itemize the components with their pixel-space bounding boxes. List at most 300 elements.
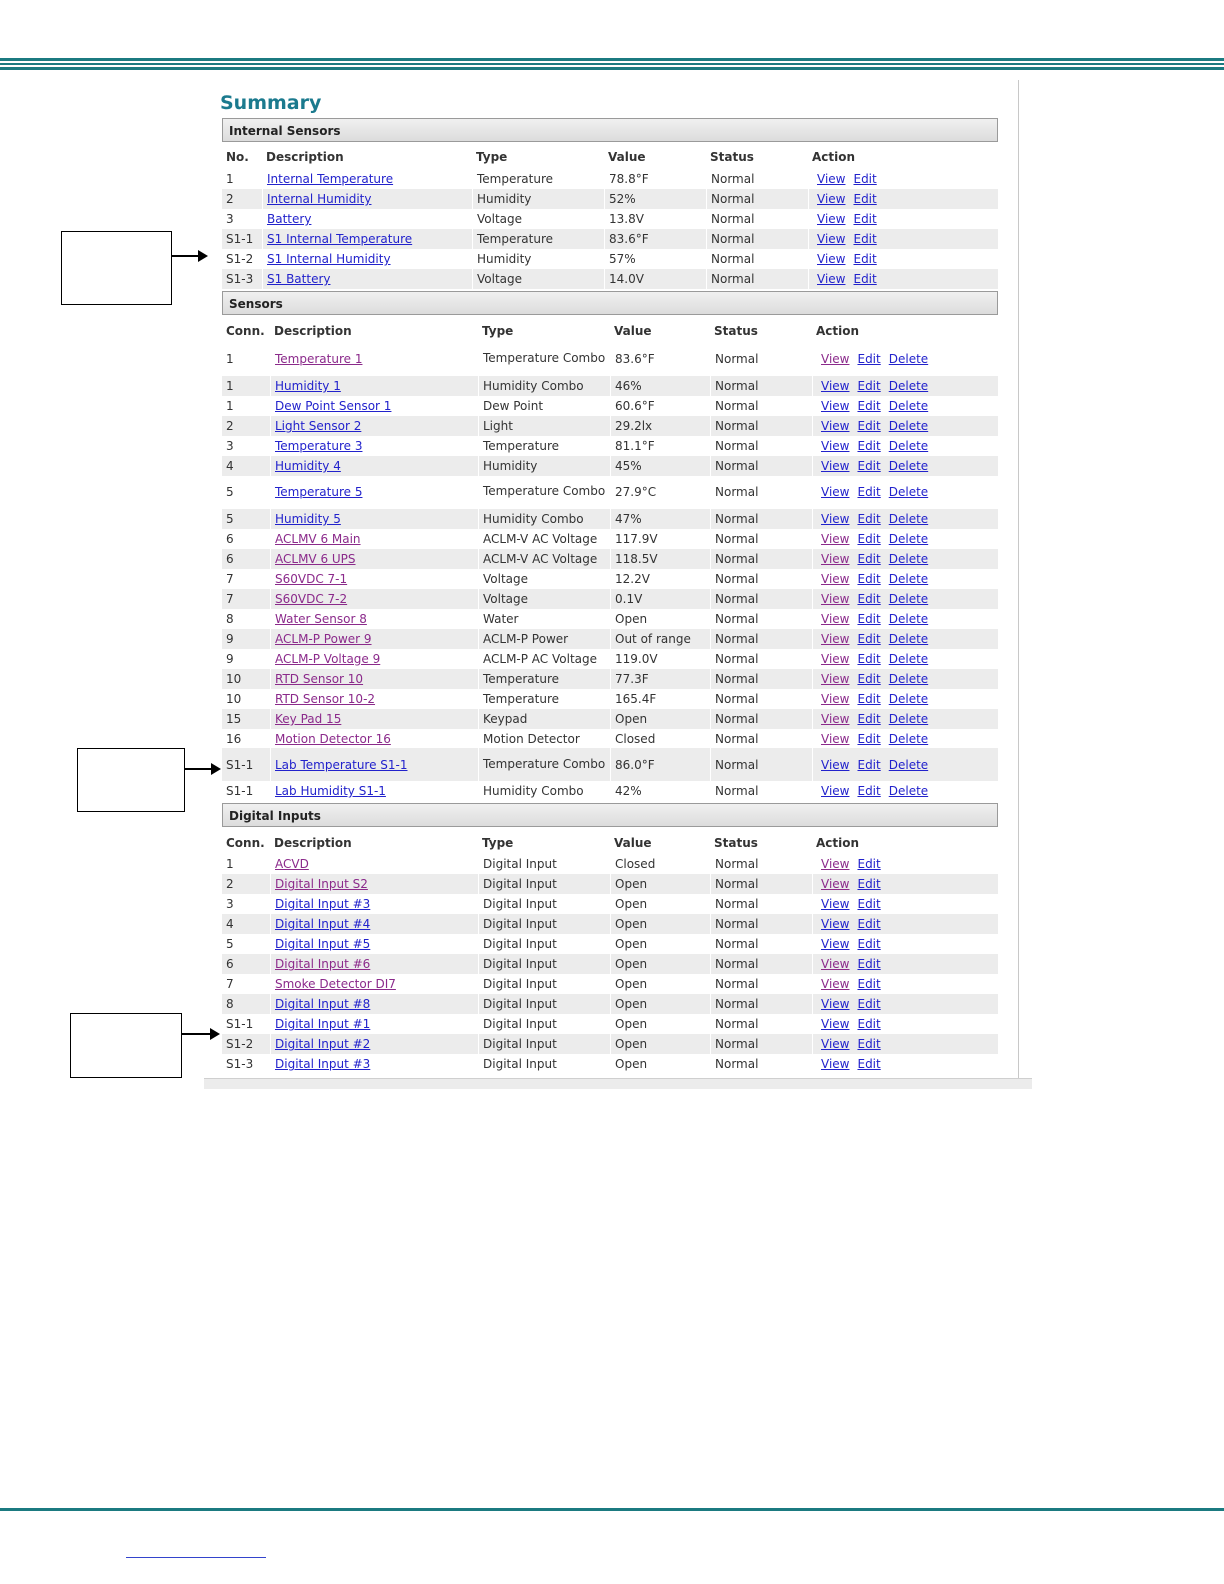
cell-text: Normal <box>715 732 759 746</box>
delete-link[interactable]: Delete <box>888 399 929 413</box>
view-link[interactable]: View <box>821 712 850 726</box>
table-row <box>222 269 998 289</box>
sensor-link[interactable]: S1 Internal Humidity <box>267 252 391 266</box>
edit-link[interactable]: Edit <box>853 212 877 226</box>
cell-text: 3 <box>226 439 234 453</box>
edit-link[interactable]: Edit <box>853 252 877 266</box>
edit-link[interactable]: Edit <box>857 917 881 931</box>
cell-text: Voltage <box>477 211 523 226</box>
edit-link[interactable]: Edit <box>857 672 881 686</box>
cell-text: 2 <box>226 192 234 206</box>
table-row <box>222 994 998 1014</box>
view-link[interactable]: View <box>821 459 850 473</box>
view-link[interactable]: View <box>821 1037 850 1051</box>
cell-status <box>710 549 815 569</box>
cell-text: ACLM-V AC Voltage <box>483 551 598 566</box>
cell-no <box>222 729 266 749</box>
view-link[interactable]: View <box>821 379 850 393</box>
cell-value <box>610 475 715 508</box>
action-cell <box>808 189 997 209</box>
cell-status <box>710 854 815 874</box>
cell-text: Digital Input <box>483 1036 557 1051</box>
view-link[interactable]: View <box>821 572 850 586</box>
cell-status <box>710 569 815 589</box>
cell-no <box>222 709 266 729</box>
sensor-link[interactable]: RTD Sensor 10 <box>275 672 364 686</box>
callout-box-sensors <box>77 748 185 812</box>
column-header: Conn. <box>226 324 265 338</box>
cell-value <box>610 709 715 729</box>
cell-status <box>710 475 815 508</box>
cell-type <box>478 549 613 569</box>
action-cell <box>812 729 1001 749</box>
table-row <box>222 1034 998 1054</box>
cell-value <box>604 269 709 289</box>
delete-link[interactable]: Delete <box>888 572 929 586</box>
cell-type <box>472 209 607 229</box>
cell-no <box>222 475 266 508</box>
column-header: Description <box>274 324 352 338</box>
view-link[interactable]: View <box>821 692 850 706</box>
cell-text: S1-2 <box>226 1037 254 1051</box>
delete-link[interactable]: Delete <box>888 612 929 626</box>
view-link[interactable]: View <box>821 419 850 433</box>
sensor-link[interactable]: ACLM-P Voltage 9 <box>275 652 381 666</box>
cell-text: ACLM-V AC Voltage <box>483 531 598 546</box>
cell-text: S1-1 <box>226 232 254 246</box>
column-header: No. <box>226 150 249 164</box>
action-cell <box>812 629 1001 649</box>
cell-text: Normal <box>715 552 759 566</box>
cell-text: 165.4F <box>615 692 657 706</box>
delete-link[interactable]: Delete <box>888 592 929 606</box>
cell-value <box>610 729 715 749</box>
sensor-link[interactable]: Digital Input #5 <box>275 937 371 951</box>
edit-link[interactable]: Edit <box>857 399 881 413</box>
table-row <box>222 342 998 375</box>
edit-link[interactable]: Edit <box>853 272 877 286</box>
edit-link[interactable]: Edit <box>857 419 881 433</box>
arrow-icon <box>182 1033 218 1035</box>
cell-text: 27.9°C <box>615 484 657 499</box>
table-row <box>222 396 998 416</box>
view-link[interactable]: View <box>821 532 850 546</box>
column-header: Value <box>608 150 646 164</box>
cell-text: Humidity Combo <box>483 511 584 526</box>
view-link[interactable]: View <box>821 484 850 499</box>
edit-link[interactable]: Edit <box>857 552 881 566</box>
view-link[interactable]: View <box>821 937 850 951</box>
view-link[interactable]: View <box>821 1017 850 1031</box>
sensor-link[interactable]: Digital Input #8 <box>275 997 371 1011</box>
edit-link[interactable]: Edit <box>857 857 881 871</box>
view-link[interactable]: View <box>817 232 846 246</box>
edit-link[interactable]: Edit <box>857 1057 881 1071</box>
cell-status <box>706 209 811 229</box>
cell-type <box>478 609 613 629</box>
cell-text: 52% <box>609 192 636 206</box>
cell-text: Normal <box>715 917 759 931</box>
sensor-link[interactable]: Digital Input S2 <box>275 877 368 891</box>
table-row <box>222 549 998 569</box>
table-row <box>222 589 998 609</box>
delete-link[interactable]: Delete <box>888 757 929 772</box>
table-row <box>222 169 998 189</box>
sensor-link[interactable]: Battery <box>267 212 312 226</box>
sensor-link[interactable]: Humidity 5 <box>275 512 341 526</box>
cell-value <box>610 456 715 476</box>
delete-link[interactable]: Delete <box>888 439 929 453</box>
view-link[interactable]: View <box>817 272 846 286</box>
cell-text: 77.3F <box>615 672 649 686</box>
cell-status <box>710 1034 815 1054</box>
sensor-link[interactable]: Digital Input #2 <box>275 1037 371 1051</box>
cell-no <box>222 396 266 416</box>
cell-status <box>710 934 815 954</box>
cell-type <box>478 689 613 709</box>
cell-text: 1 <box>226 857 234 871</box>
edit-link[interactable]: Edit <box>857 612 881 626</box>
action-cell <box>808 249 997 269</box>
cell-desc <box>270 709 475 729</box>
cell-value <box>610 669 715 689</box>
delete-link[interactable]: Delete <box>888 692 929 706</box>
view-link[interactable]: View <box>821 784 850 798</box>
delete-link[interactable]: Delete <box>888 512 929 526</box>
cell-value <box>604 229 709 249</box>
view-link[interactable]: View <box>821 512 850 526</box>
table-row <box>222 781 998 801</box>
edit-link[interactable]: Edit <box>857 459 881 473</box>
action-cell <box>812 1034 1001 1054</box>
sensor-link[interactable]: Temperature 3 <box>275 439 363 453</box>
view-link[interactable]: View <box>821 351 850 366</box>
delete-link[interactable]: Delete <box>888 652 929 666</box>
cell-text: Light <box>483 418 513 433</box>
sensor-link[interactable]: RTD Sensor 10-2 <box>275 692 376 706</box>
delete-link[interactable]: Delete <box>888 459 929 473</box>
cell-no <box>222 994 266 1014</box>
sensor-link[interactable]: S1 Battery <box>267 272 331 286</box>
edit-link[interactable]: Edit <box>853 172 877 186</box>
cell-desc <box>270 629 475 649</box>
cell-text: Humidity Combo <box>483 783 584 798</box>
cell-text: 10 <box>226 692 242 706</box>
view-link[interactable]: View <box>821 1057 850 1071</box>
sensor-link[interactable]: Dew Point Sensor 1 <box>275 399 392 413</box>
action-cell <box>812 376 1001 396</box>
cell-text: 117.9V <box>615 532 658 546</box>
cell-text: 83.6°F <box>609 232 649 246</box>
edit-link[interactable]: Edit <box>857 632 881 646</box>
view-link[interactable]: View <box>821 612 850 626</box>
edit-link[interactable]: Edit <box>853 232 877 246</box>
edit-link[interactable]: Edit <box>857 784 881 798</box>
edit-link[interactable]: Edit <box>857 351 881 366</box>
view-link[interactable]: View <box>821 732 850 746</box>
sensor-link[interactable]: S1 Internal Temperature <box>267 232 413 246</box>
delete-link[interactable]: Delete <box>888 732 929 746</box>
edit-link[interactable]: Edit <box>857 379 881 393</box>
edit-link[interactable]: Edit <box>857 1017 881 1031</box>
cell-text: Normal <box>715 937 759 951</box>
view-link[interactable]: View <box>817 172 846 186</box>
cell-status <box>710 589 815 609</box>
view-link[interactable]: View <box>821 592 850 606</box>
cell-text: Water <box>483 611 519 626</box>
cell-desc <box>270 994 475 1014</box>
edit-link[interactable]: Edit <box>857 877 881 891</box>
edit-link[interactable]: Edit <box>857 484 881 499</box>
delete-link[interactable]: Delete <box>888 351 929 366</box>
sensor-link[interactable]: Digital Input #6 <box>275 957 371 971</box>
cell-text: ACLM-P Power <box>483 631 569 646</box>
sensors-section-header: Sensors <box>222 291 998 315</box>
sensor-link[interactable]: Water Sensor 8 <box>275 612 367 626</box>
edit-link[interactable]: Edit <box>857 512 881 526</box>
cell-value <box>610 416 715 436</box>
view-link[interactable]: View <box>821 399 850 413</box>
action-cell <box>812 396 1001 416</box>
cell-text: Temperature <box>477 231 554 246</box>
action-cell <box>812 529 1001 549</box>
action-cell <box>812 456 1001 476</box>
sensor-link[interactable]: Temperature 1 <box>275 351 363 366</box>
cell-type <box>478 781 613 801</box>
edit-link[interactable]: Edit <box>857 652 881 666</box>
cell-value <box>610 894 715 914</box>
sensor-link[interactable]: Internal Humidity <box>267 192 372 206</box>
delete-link[interactable]: Delete <box>888 672 929 686</box>
cell-status <box>710 629 815 649</box>
edit-link[interactable]: Edit <box>853 192 877 206</box>
view-link[interactable]: View <box>821 897 850 911</box>
cell-no <box>222 874 266 894</box>
cell-type <box>478 748 613 781</box>
cell-type <box>478 934 613 954</box>
cell-text: Normal <box>715 877 759 891</box>
sensor-link[interactable]: Temperature 5 <box>275 484 363 499</box>
sensor-link[interactable]: ACLM-P Power 9 <box>275 632 372 646</box>
edit-link[interactable]: Edit <box>857 937 881 951</box>
cell-text: 7 <box>226 592 234 606</box>
cell-desc <box>270 649 475 669</box>
action-cell <box>812 1014 1001 1034</box>
table-row <box>222 934 998 954</box>
cell-value <box>610 934 715 954</box>
view-link[interactable]: View <box>821 877 850 891</box>
action-cell <box>812 709 1001 729</box>
table-header-row <box>222 321 998 341</box>
cell-text: 7 <box>226 977 234 991</box>
cell-desc <box>270 416 475 436</box>
cell-no <box>222 854 266 874</box>
action-cell <box>812 974 1001 994</box>
action-cell <box>812 874 1001 894</box>
cell-text: S1-1 <box>226 757 254 772</box>
view-link[interactable]: View <box>821 439 850 453</box>
page-title: Summary <box>220 92 322 114</box>
edit-link[interactable]: Edit <box>857 957 881 971</box>
delete-link[interactable]: Delete <box>888 419 929 433</box>
cell-no <box>222 229 266 249</box>
view-link[interactable]: View <box>821 997 850 1011</box>
cell-no <box>222 629 266 649</box>
view-link[interactable]: View <box>821 757 850 772</box>
view-link[interactable]: View <box>821 857 850 871</box>
edit-link[interactable]: Edit <box>857 757 881 772</box>
cell-status <box>710 456 815 476</box>
cell-text: 3 <box>226 212 234 226</box>
cell-text: ACLM-P AC Voltage <box>483 651 597 666</box>
cell-desc <box>270 1054 475 1074</box>
sensor-link[interactable]: Humidity 1 <box>275 379 341 393</box>
cell-status <box>706 249 811 269</box>
cell-text: Humidity Combo <box>483 378 584 393</box>
cell-text: 86.0°F <box>615 757 655 772</box>
cell-value <box>610 342 715 375</box>
cell-desc <box>270 509 475 529</box>
delete-link[interactable]: Delete <box>888 784 929 798</box>
action-cell <box>812 994 1001 1014</box>
edit-link[interactable]: Edit <box>857 712 881 726</box>
cell-text: Voltage <box>477 271 523 286</box>
delete-link[interactable]: Delete <box>888 632 929 646</box>
cell-value <box>610 589 715 609</box>
cell-text: Voltage <box>483 571 529 586</box>
edit-link[interactable]: Edit <box>857 572 881 586</box>
sensor-link[interactable]: Digital Input #3 <box>275 897 371 911</box>
sensor-link[interactable]: ACVD <box>275 857 309 871</box>
view-link[interactable]: View <box>817 252 846 266</box>
cell-text: Normal <box>715 512 759 526</box>
cell-text: 4 <box>226 459 234 473</box>
cell-value <box>604 189 709 209</box>
view-link[interactable]: View <box>817 212 846 226</box>
view-link[interactable]: View <box>821 917 850 931</box>
cell-value <box>610 529 715 549</box>
view-link[interactable]: View <box>821 652 850 666</box>
delete-link[interactable]: Delete <box>888 552 929 566</box>
column-header: Value <box>614 324 652 338</box>
cell-text: Keypad <box>483 711 528 726</box>
delete-link[interactable]: Delete <box>888 484 929 499</box>
cell-text: Normal <box>715 399 759 413</box>
table-row <box>222 1054 998 1074</box>
cell-desc <box>262 269 467 289</box>
sensor-link[interactable]: S60VDC 7-1 <box>275 572 348 586</box>
cell-text: Normal <box>715 459 759 473</box>
footer-link-underline <box>126 1557 266 1558</box>
cell-no <box>222 1054 266 1074</box>
cell-type <box>478 342 613 375</box>
cell-text: 3 <box>226 897 234 911</box>
cell-no <box>222 189 266 209</box>
view-link[interactable]: View <box>821 672 850 686</box>
view-link[interactable]: View <box>821 957 850 971</box>
view-link[interactable]: View <box>817 192 846 206</box>
cell-status <box>710 781 815 801</box>
action-cell <box>812 416 1001 436</box>
delete-link[interactable]: Delete <box>888 379 929 393</box>
cell-text: Normal <box>715 977 759 991</box>
delete-link[interactable]: Delete <box>888 712 929 726</box>
cell-text: Normal <box>715 592 759 606</box>
cell-text: Open <box>615 957 648 971</box>
cell-status <box>710 342 815 375</box>
cell-text: 6 <box>226 552 234 566</box>
sensor-link[interactable]: Lab Humidity S1-1 <box>275 784 386 798</box>
edit-link[interactable]: Edit <box>857 439 881 453</box>
cell-text: Normal <box>715 712 759 726</box>
sensor-link[interactable]: ACLMV 6 Main <box>275 532 361 546</box>
sensor-link[interactable]: Digital Input #4 <box>275 917 371 931</box>
sensor-link[interactable]: Internal Temperature <box>267 172 394 186</box>
cell-type <box>478 1034 613 1054</box>
table-row <box>222 416 998 436</box>
sensor-link[interactable]: S60VDC 7-2 <box>275 592 348 606</box>
edit-link[interactable]: Edit <box>857 592 881 606</box>
edit-link[interactable]: Edit <box>857 977 881 991</box>
edit-link[interactable]: Edit <box>857 692 881 706</box>
cell-type <box>478 589 613 609</box>
table-row <box>222 209 998 229</box>
cell-text: Open <box>615 877 648 891</box>
cell-value <box>604 209 709 229</box>
cell-status <box>710 748 815 781</box>
sensor-link[interactable]: ACLMV 6 UPS <box>275 552 356 566</box>
delete-link[interactable]: Delete <box>888 532 929 546</box>
cell-text: Normal <box>715 612 759 626</box>
edit-link[interactable]: Edit <box>857 1037 881 1051</box>
sensor-link[interactable]: Humidity 4 <box>275 459 341 473</box>
edit-link[interactable]: Edit <box>857 897 881 911</box>
sensor-link[interactable]: Digital Input #1 <box>275 1017 371 1031</box>
sensor-link[interactable]: Motion Detector 16 <box>275 732 391 746</box>
view-link[interactable]: View <box>821 632 850 646</box>
edit-link[interactable]: Edit <box>857 997 881 1011</box>
sensor-link[interactable]: Light Sensor 2 <box>275 419 362 433</box>
column-header: Description <box>266 150 344 164</box>
cell-text: 119.0V <box>615 652 658 666</box>
cell-type <box>478 729 613 749</box>
cell-value <box>610 954 715 974</box>
table-row <box>222 874 998 894</box>
cell-text: Normal <box>715 957 759 971</box>
edit-link[interactable]: Edit <box>857 732 881 746</box>
edit-link[interactable]: Edit <box>857 532 881 546</box>
cell-text: Temperature Combo <box>483 351 606 365</box>
sensor-link[interactable]: Key Pad 15 <box>275 712 342 726</box>
table-row <box>222 689 998 709</box>
view-link[interactable]: View <box>821 552 850 566</box>
cell-value <box>610 509 715 529</box>
cell-value <box>610 781 715 801</box>
view-link[interactable]: View <box>821 977 850 991</box>
cell-text: 9 <box>226 652 234 666</box>
cell-text: 6 <box>226 532 234 546</box>
action-cell <box>812 914 1001 934</box>
sensor-link[interactable]: Digital Input #3 <box>275 1057 371 1071</box>
cell-status <box>710 396 815 416</box>
sensor-link[interactable]: Smoke Detector DI7 <box>275 977 396 991</box>
action-cell <box>812 589 1001 609</box>
cell-status <box>710 874 815 894</box>
cell-text: Normal <box>715 897 759 911</box>
cell-type <box>478 376 613 396</box>
column-header: Action <box>816 836 860 850</box>
sensor-link[interactable]: Lab Temperature S1-1 <box>275 757 408 772</box>
